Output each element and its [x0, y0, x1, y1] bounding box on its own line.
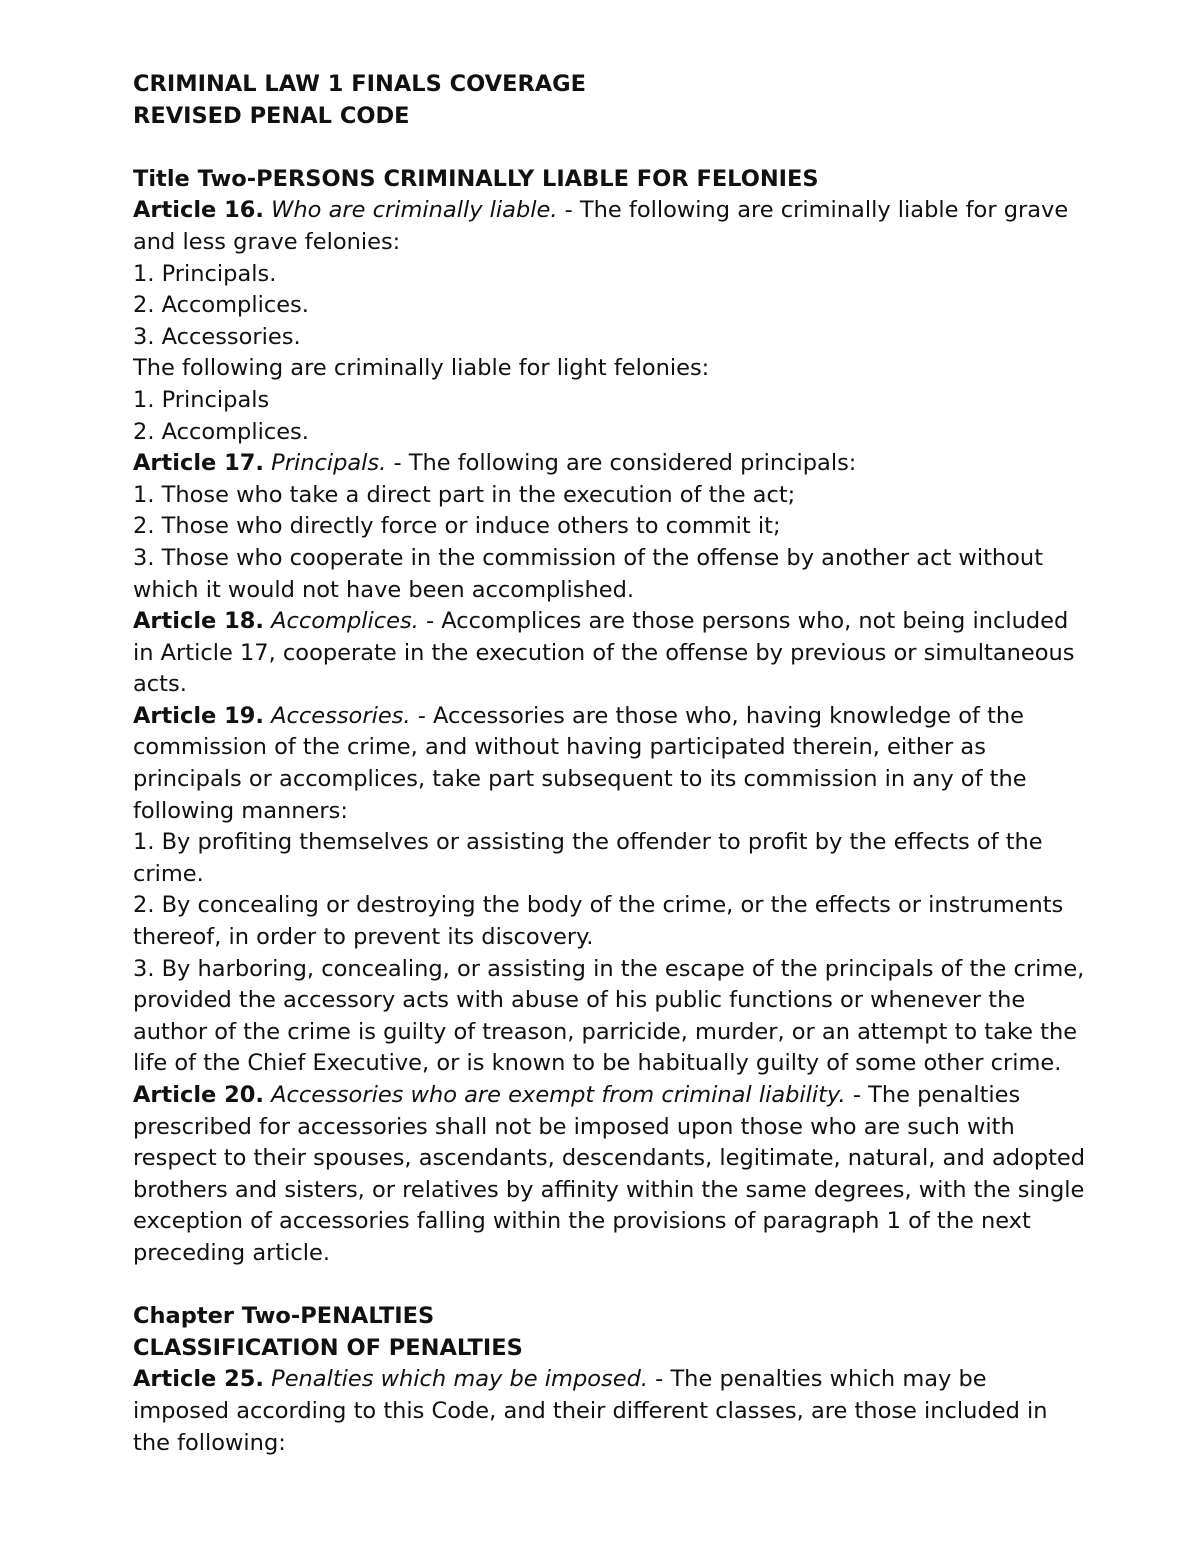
article-19-line: author of the crime is guilty of treason, parricide, murder, or an attempt to take the [133, 1018, 1078, 1045]
article-20-line: brothers and sisters, or relatives by affinity within the same degrees, with the single [133, 1176, 1085, 1203]
document-page [133, 69, 1143, 1459]
article-19-line: following manners: [133, 797, 348, 824]
article-20-line: exception of accessories falling within the provisions of paragraph 1 of the next [133, 1208, 1031, 1235]
article-16-label: Article 16. [133, 197, 264, 224]
article-16-text: - The following are criminally liable for grave [557, 197, 1069, 224]
article-18-first-line [133, 606, 1143, 638]
article-17-first-line [133, 448, 1143, 480]
article-17-name: Principals. [271, 450, 387, 477]
article-17-line: which it would not have been accomplished. [133, 576, 635, 603]
article-17-text: - The following are considered principals: [386, 450, 857, 477]
article-17-line: 3. Those who cooperate in the commission of the offense by another act without [133, 544, 1044, 571]
article-25-first-line [133, 1364, 1143, 1396]
article-16-name: Who are criminally liable. [271, 197, 558, 224]
article-20-label: Article 20. [133, 1082, 264, 1108]
chapter-two-heading: Chapter Two-PENALTIES [133, 1303, 435, 1330]
article-25-line: the following: [133, 1429, 286, 1456]
article-18-line: acts. [133, 671, 187, 698]
article-20-line: respect to their spouses, ascendants, descendants, legitimate, natural, and adopted [133, 1145, 1086, 1172]
article-25-label: Article 25. [133, 1366, 264, 1393]
article-19-line: life of the Chief Executive, or is known to be habitually guilty of some other crime. [133, 1050, 1062, 1077]
article-18-text: - Accomplices are those persons who, not being included [418, 608, 1069, 635]
article-20-first-line [133, 1080, 1143, 1112]
chapter-two-subheading: CLASSIFICATION OF PENALTIES [133, 1334, 523, 1361]
article-18-name: Accomplices. [271, 608, 419, 635]
article-20-text: - The penalties [845, 1082, 1021, 1108]
list-item: 1. Principals [133, 386, 270, 413]
article-19-label: Article 19. [133, 702, 264, 729]
article-20-line: preceding article. [133, 1239, 331, 1266]
article-25-line: imposed according to this Code, and their different classes, are those included in [133, 1397, 1048, 1424]
list-item: 3. Accessories. [133, 323, 301, 350]
article-19-line: provided the accessory acts with abuse of his public functions or whenever the [133, 987, 1026, 1014]
article-16-first-line [133, 195, 1143, 227]
article-17-line: 1. Those who take a direct part in the execution of the act; [133, 481, 796, 508]
list-item: 2. Accomplices. [133, 292, 309, 319]
article-19-first-line [133, 701, 1143, 733]
blank-line [133, 132, 1143, 164]
article-18-label: Article 18. [133, 608, 264, 635]
document-title: CRIMINAL LAW 1 FINALS COVERAGE [133, 71, 587, 97]
article-19-line: 2. By concealing or destroying the body of the crime, or the effects or instruments [133, 892, 1064, 919]
list-item: 2. Accomplices. [133, 418, 309, 445]
blank-line [133, 1270, 1143, 1302]
article-19-line: 1. By profiting themselves or assisting the offender to profit by the effects of the [133, 829, 1043, 856]
article-16-line: and less grave felonies: [133, 228, 401, 255]
article-20-name: Accessories who are exempt from criminal liability. [271, 1082, 846, 1108]
article-19-line: commission of the crime, and without having participated therein, either as [133, 734, 986, 761]
article-20-line: prescribed for accessories shall not be imposed upon those who are such with [133, 1113, 1015, 1140]
title-two-heading: Title Two-PERSONS CRIMINALLY LIABLE FOR FELONIES [133, 165, 819, 192]
article-19-line: 3. By harboring, concealing, or assisting in the escape of the principals of the crime, [133, 955, 1085, 982]
article-25-name: Penalties which may be imposed. [271, 1366, 649, 1393]
article-16-intro-light: The following are criminally liable for light felonies: [133, 355, 710, 382]
article-19-name: Accessories. [271, 702, 411, 729]
article-17-label: Article 17. [133, 450, 264, 477]
article-19-line: crime. [133, 860, 204, 887]
document-subtitle: REVISED PENAL CODE [133, 102, 410, 129]
article-19-text: - Accessories are those who, having knowledge of the [410, 702, 1025, 729]
article-17-line: 2. Those who directly force or induce others to commit it; [133, 513, 781, 540]
article-25-text: - The penalties which may be [648, 1366, 987, 1393]
list-item: 1. Principals. [133, 260, 277, 287]
article-19-line: principals or accomplices, take part subsequent to its commission in any of the [133, 766, 1027, 793]
article-18-line: in Article 17, cooperate in the execution of the offense by previous or simultaneous [133, 639, 1075, 666]
article-19-line: thereof, in order to prevent its discovery. [133, 924, 594, 951]
